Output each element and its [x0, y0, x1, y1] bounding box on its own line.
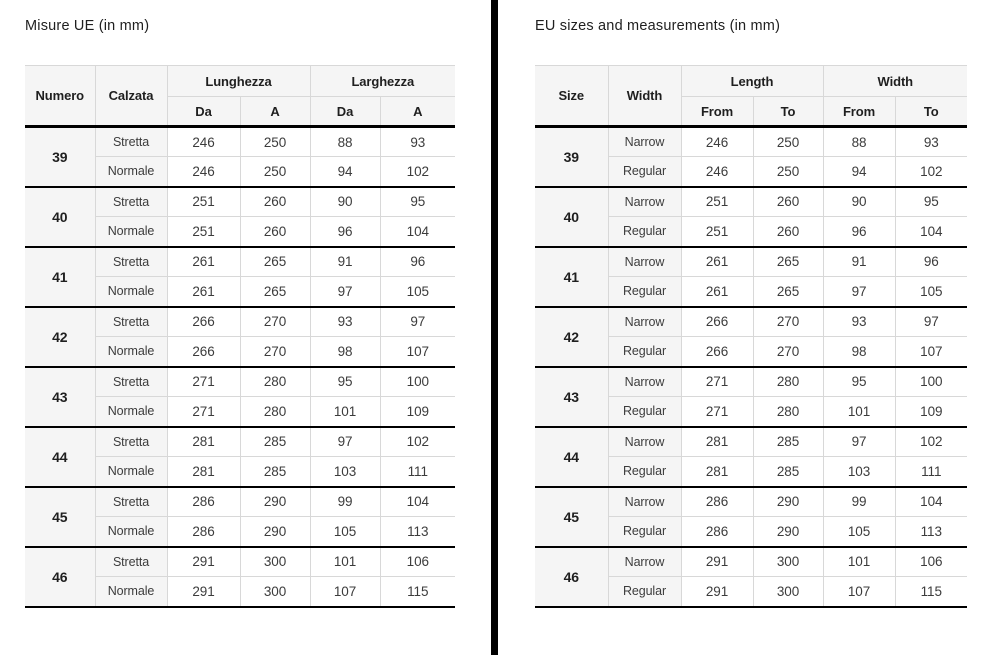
left-table-title: Misure UE (in mm): [25, 18, 150, 34]
value-cell: 102: [380, 157, 455, 187]
value-cell: 93: [380, 127, 455, 157]
fit-label-cell: Normale: [95, 337, 167, 367]
table-row: [25, 427, 455, 457]
size-cell: 44: [535, 427, 608, 487]
value-cell: 281: [681, 457, 753, 487]
value-cell: 97: [310, 277, 380, 307]
value-cell: 246: [167, 157, 240, 187]
column-header-size: Size: [535, 66, 608, 127]
value-cell: 300: [240, 547, 310, 577]
value-cell: 286: [167, 487, 240, 517]
table-row: [535, 247, 967, 277]
column-subheader-width-to: To: [895, 97, 967, 127]
size-cell: 45: [535, 487, 608, 547]
column-subheader-length-from: From: [681, 97, 753, 127]
size-cell: 42: [535, 307, 608, 367]
value-cell: 97: [823, 277, 895, 307]
value-cell: 266: [681, 307, 753, 337]
value-cell: 290: [753, 517, 823, 547]
column-group-length: Lunghezza: [167, 66, 310, 97]
value-cell: 109: [380, 397, 455, 427]
size-cell: 45: [25, 487, 95, 547]
value-cell: 281: [167, 457, 240, 487]
table-row: [25, 367, 455, 397]
size-cell: 40: [25, 187, 95, 247]
value-cell: 261: [167, 247, 240, 277]
value-cell: 285: [753, 457, 823, 487]
value-cell: 260: [753, 217, 823, 247]
value-cell: 285: [753, 427, 823, 457]
table-body: [535, 127, 967, 607]
value-cell: 100: [380, 367, 455, 397]
fit-label-cell: Stretta: [95, 307, 167, 337]
value-cell: 111: [380, 457, 455, 487]
value-cell: 95: [310, 367, 380, 397]
fit-label-cell: Regular: [608, 337, 681, 367]
fit-label-cell: Regular: [608, 157, 681, 187]
value-cell: 88: [310, 127, 380, 157]
value-cell: 260: [753, 187, 823, 217]
value-cell: 291: [681, 577, 753, 607]
value-cell: 250: [753, 157, 823, 187]
column-subheader-length-to: To: [753, 97, 823, 127]
value-cell: 286: [167, 517, 240, 547]
size-chart-panel-english: [535, 18, 967, 608]
value-cell: 281: [167, 427, 240, 457]
fit-label-cell: Regular: [608, 397, 681, 427]
value-cell: 250: [753, 127, 823, 157]
size-cell: 43: [25, 367, 95, 427]
column-group-width: Larghezza: [310, 66, 455, 97]
eu-sizes-table-italian: [25, 65, 455, 608]
value-cell: 115: [380, 577, 455, 607]
value-cell: 111: [895, 457, 967, 487]
value-cell: 93: [895, 127, 967, 157]
fit-label-cell: Narrow: [608, 187, 681, 217]
value-cell: 107: [380, 337, 455, 367]
value-cell: 290: [240, 487, 310, 517]
value-cell: 291: [167, 577, 240, 607]
value-cell: 107: [895, 337, 967, 367]
value-cell: 96: [380, 247, 455, 277]
fit-label-cell: Regular: [608, 457, 681, 487]
eu-sizes-table-english: [535, 65, 967, 608]
value-cell: 246: [681, 157, 753, 187]
value-cell: 98: [310, 337, 380, 367]
value-cell: 251: [681, 217, 753, 247]
value-cell: 102: [895, 427, 967, 457]
value-cell: 265: [240, 277, 310, 307]
fit-label-cell: Regular: [608, 517, 681, 547]
table-row: [535, 547, 967, 577]
value-cell: 95: [895, 187, 967, 217]
table-row: [25, 487, 455, 517]
value-cell: 90: [310, 187, 380, 217]
table-row: [25, 547, 455, 577]
value-cell: 250: [240, 127, 310, 157]
column-subheader-length-to: A: [240, 97, 310, 127]
value-cell: 300: [753, 577, 823, 607]
fit-label-cell: Narrow: [608, 127, 681, 157]
column-subheader-width-from: From: [823, 97, 895, 127]
table-row: [535, 427, 967, 457]
value-cell: 250: [240, 157, 310, 187]
value-cell: 101: [823, 397, 895, 427]
size-chart-panel-italian: [25, 18, 455, 608]
value-cell: 94: [310, 157, 380, 187]
fit-label-cell: Regular: [608, 277, 681, 307]
value-cell: 270: [240, 337, 310, 367]
value-cell: 251: [681, 187, 753, 217]
value-cell: 291: [681, 547, 753, 577]
value-cell: 115: [895, 577, 967, 607]
value-cell: 265: [753, 247, 823, 277]
value-cell: 109: [895, 397, 967, 427]
size-cell: 46: [535, 547, 608, 607]
column-subheader-length-from: Da: [167, 97, 240, 127]
value-cell: 101: [310, 547, 380, 577]
fit-label-cell: Narrow: [608, 487, 681, 517]
value-cell: 103: [310, 457, 380, 487]
fit-label-cell: Normale: [95, 157, 167, 187]
vertical-divider: [491, 0, 498, 655]
value-cell: 271: [681, 397, 753, 427]
value-cell: 93: [823, 307, 895, 337]
value-cell: 265: [753, 277, 823, 307]
value-cell: 106: [380, 547, 455, 577]
column-subheader-width-to: A: [380, 97, 455, 127]
value-cell: 270: [753, 307, 823, 337]
value-cell: 99: [310, 487, 380, 517]
value-cell: 280: [240, 397, 310, 427]
value-cell: 104: [380, 217, 455, 247]
value-cell: 266: [167, 307, 240, 337]
value-cell: 271: [681, 367, 753, 397]
column-subheader-width-from: Da: [310, 97, 380, 127]
fit-label-cell: Normale: [95, 517, 167, 547]
size-cell: 42: [25, 307, 95, 367]
fit-label-cell: Regular: [608, 577, 681, 607]
fit-label-cell: Stretta: [95, 127, 167, 157]
column-header-size: Numero: [25, 66, 95, 127]
value-cell: 105: [380, 277, 455, 307]
value-cell: 300: [240, 577, 310, 607]
table-header: [535, 66, 967, 127]
value-cell: 266: [167, 337, 240, 367]
table-row: [535, 187, 967, 217]
fit-label-cell: Stretta: [95, 367, 167, 397]
value-cell: 290: [240, 517, 310, 547]
size-cell: 44: [25, 427, 95, 487]
table-row: [535, 487, 967, 517]
value-cell: 281: [681, 427, 753, 457]
value-cell: 104: [380, 487, 455, 517]
value-cell: 270: [753, 337, 823, 367]
value-cell: 266: [681, 337, 753, 367]
fit-label-cell: Stretta: [95, 247, 167, 277]
value-cell: 261: [681, 277, 753, 307]
table-row: [535, 367, 967, 397]
size-cell: 41: [535, 247, 608, 307]
value-cell: 105: [823, 517, 895, 547]
value-cell: 105: [895, 277, 967, 307]
fit-label-cell: Narrow: [608, 307, 681, 337]
value-cell: 113: [895, 517, 967, 547]
value-cell: 285: [240, 457, 310, 487]
value-cell: 113: [380, 517, 455, 547]
fit-label-cell: Stretta: [95, 487, 167, 517]
value-cell: 260: [240, 187, 310, 217]
column-header-fit: Calzata: [95, 66, 167, 127]
table-row: [25, 127, 455, 157]
value-cell: 102: [380, 427, 455, 457]
column-group-width: Width: [823, 66, 967, 97]
value-cell: 96: [823, 217, 895, 247]
value-cell: 100: [895, 367, 967, 397]
value-cell: 88: [823, 127, 895, 157]
value-cell: 97: [895, 307, 967, 337]
value-cell: 103: [823, 457, 895, 487]
right-table-title: EU sizes and measurements (in mm): [535, 18, 781, 34]
fit-label-cell: Narrow: [608, 367, 681, 397]
value-cell: 271: [167, 367, 240, 397]
fit-label-cell: Stretta: [95, 187, 167, 217]
value-cell: 98: [823, 337, 895, 367]
value-cell: 99: [823, 487, 895, 517]
value-cell: 96: [310, 217, 380, 247]
value-cell: 95: [380, 187, 455, 217]
value-cell: 104: [895, 487, 967, 517]
value-cell: 286: [681, 517, 753, 547]
table-header: [25, 66, 455, 127]
value-cell: 261: [681, 247, 753, 277]
value-cell: 285: [240, 427, 310, 457]
fit-label-cell: Normale: [95, 277, 167, 307]
value-cell: 97: [380, 307, 455, 337]
table-row: [25, 247, 455, 277]
table-body: [25, 127, 455, 607]
fit-label-cell: Stretta: [95, 547, 167, 577]
value-cell: 261: [167, 277, 240, 307]
value-cell: 260: [240, 217, 310, 247]
column-group-length: Length: [681, 66, 823, 97]
fit-label-cell: Normale: [95, 397, 167, 427]
fit-label-cell: Narrow: [608, 427, 681, 457]
value-cell: 97: [310, 427, 380, 457]
value-cell: 280: [240, 367, 310, 397]
value-cell: 96: [895, 247, 967, 277]
value-cell: 291: [167, 547, 240, 577]
value-cell: 271: [167, 397, 240, 427]
value-cell: 105: [310, 517, 380, 547]
value-cell: 104: [895, 217, 967, 247]
value-cell: 270: [240, 307, 310, 337]
value-cell: 101: [823, 547, 895, 577]
fit-label-cell: Normale: [95, 217, 167, 247]
value-cell: 101: [310, 397, 380, 427]
table-row: [25, 187, 455, 217]
value-cell: 97: [823, 427, 895, 457]
value-cell: 94: [823, 157, 895, 187]
fit-label-cell: Stretta: [95, 427, 167, 457]
fit-label-cell: Narrow: [608, 547, 681, 577]
fit-label-cell: Normale: [95, 577, 167, 607]
size-cell: 43: [535, 367, 608, 427]
fit-label-cell: Regular: [608, 217, 681, 247]
table-row: [535, 307, 967, 337]
value-cell: 280: [753, 367, 823, 397]
value-cell: 246: [681, 127, 753, 157]
value-cell: 90: [823, 187, 895, 217]
value-cell: 91: [310, 247, 380, 277]
value-cell: 280: [753, 397, 823, 427]
value-cell: 251: [167, 217, 240, 247]
column-header-fit: Width: [608, 66, 681, 127]
value-cell: 95: [823, 367, 895, 397]
fit-label-cell: Narrow: [608, 247, 681, 277]
value-cell: 290: [753, 487, 823, 517]
value-cell: 246: [167, 127, 240, 157]
value-cell: 107: [310, 577, 380, 607]
value-cell: 265: [240, 247, 310, 277]
value-cell: 106: [895, 547, 967, 577]
size-cell: 41: [25, 247, 95, 307]
table-row: [535, 127, 967, 157]
value-cell: 91: [823, 247, 895, 277]
value-cell: 102: [895, 157, 967, 187]
size-cell: 40: [535, 187, 608, 247]
value-cell: 107: [823, 577, 895, 607]
value-cell: 286: [681, 487, 753, 517]
value-cell: 300: [753, 547, 823, 577]
value-cell: 251: [167, 187, 240, 217]
fit-label-cell: Normale: [95, 457, 167, 487]
table-row: [25, 307, 455, 337]
size-cell: 39: [25, 127, 95, 187]
value-cell: 93: [310, 307, 380, 337]
size-cell: 39: [535, 127, 608, 187]
size-cell: 46: [25, 547, 95, 607]
